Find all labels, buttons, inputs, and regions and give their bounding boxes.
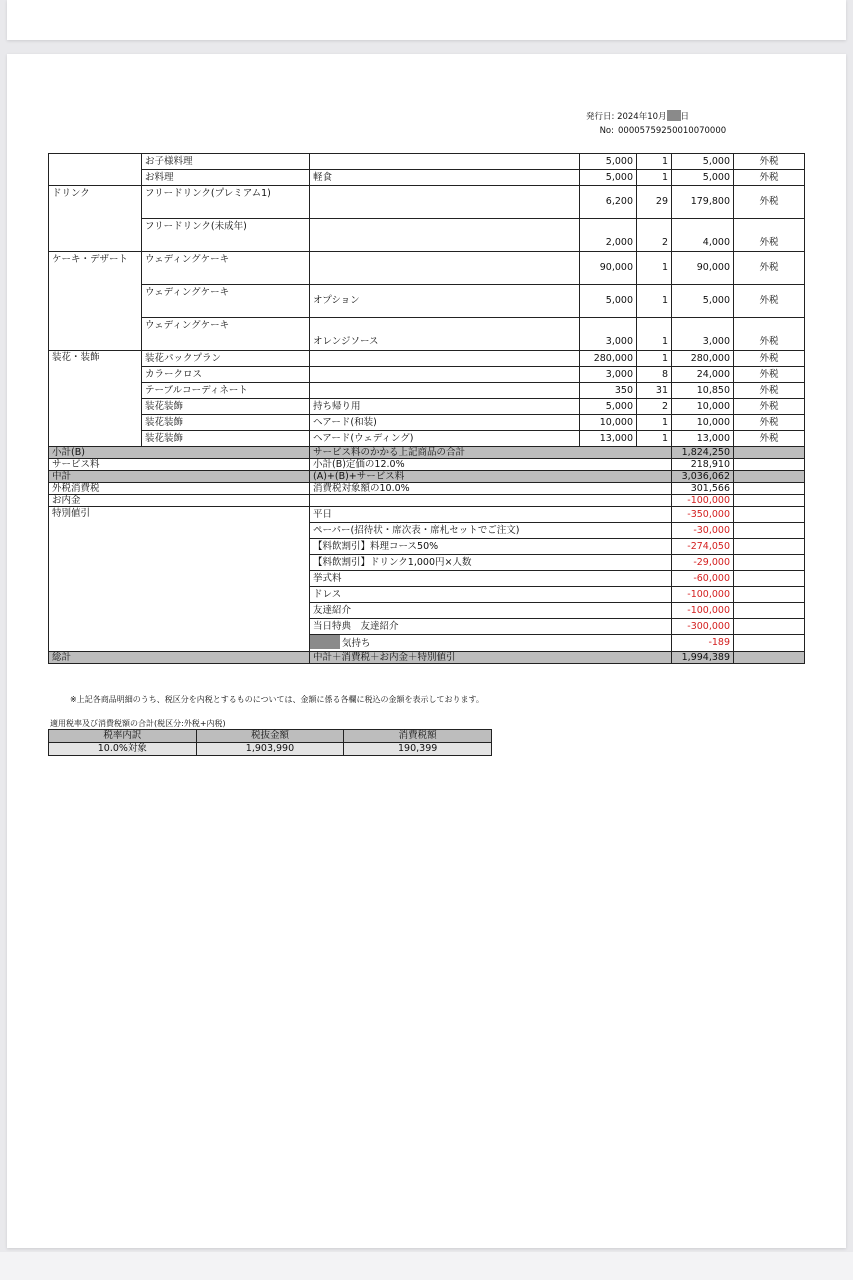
item-tax: 外税 bbox=[734, 431, 805, 447]
item-name: カラークロス bbox=[142, 367, 310, 383]
item-qty: 29 bbox=[637, 186, 672, 219]
item-qty: 1 bbox=[637, 431, 672, 447]
summary-desc: 消費税対象額の10.0% bbox=[310, 483, 672, 495]
summary-desc: 小計(B)定価の12.0% bbox=[310, 459, 672, 471]
item-amount: 280,000 bbox=[672, 351, 734, 367]
item-price: 5,000 bbox=[580, 170, 637, 186]
item-detail: ヘアード(和装) bbox=[310, 415, 580, 431]
summary-row-tax bbox=[49, 483, 805, 495]
issue-number bbox=[586, 124, 726, 138]
issue-date bbox=[586, 110, 726, 124]
summary-amount: 1,824,250 bbox=[672, 447, 734, 459]
table-row bbox=[49, 219, 805, 252]
discount-blank bbox=[734, 571, 805, 587]
table-row bbox=[49, 318, 805, 351]
item-tax: 外税 bbox=[734, 154, 805, 170]
discount-blank bbox=[734, 523, 805, 539]
item-tax: 外税 bbox=[734, 285, 805, 318]
summary-label: サービス料 bbox=[49, 459, 310, 471]
discount-desc: 友達紹介 bbox=[310, 603, 672, 619]
summary-blank bbox=[734, 447, 805, 459]
redacted-day bbox=[667, 110, 681, 121]
summary-blank bbox=[734, 495, 805, 507]
discount-amount: -300,000 bbox=[672, 619, 734, 635]
item-price: 13,000 bbox=[580, 431, 637, 447]
category-cell: ドリンク bbox=[49, 186, 142, 252]
tax-rate-table bbox=[48, 729, 492, 756]
item-tax: 外税 bbox=[734, 219, 805, 252]
item-price: 5,000 bbox=[580, 399, 637, 415]
discount-row bbox=[49, 507, 805, 523]
tax-note: ※上記各商品明細のうち、税区分を内税とするものについては、金額に係る各欄に税込の金額を表示しております。 bbox=[70, 695, 484, 704]
discount-blank bbox=[734, 619, 805, 635]
item-name: テーブルコーディネート bbox=[142, 383, 310, 399]
summary-blank bbox=[734, 459, 805, 471]
item-name: お子様料理 bbox=[142, 154, 310, 170]
rate-header-tax: 消費税額 bbox=[344, 730, 492, 743]
category-cell: ケーキ・デザート bbox=[49, 252, 142, 351]
summary-label: 外税消費税 bbox=[49, 483, 310, 495]
discount-amount: -189 bbox=[672, 635, 734, 652]
item-qty: 1 bbox=[637, 170, 672, 186]
item-amount: 13,000 bbox=[672, 431, 734, 447]
summary-label: 小計(B) bbox=[49, 447, 310, 459]
item-name: 装花パックプラン bbox=[142, 351, 310, 367]
table-row bbox=[49, 399, 805, 415]
discount-blank bbox=[734, 555, 805, 571]
table-row bbox=[49, 351, 805, 367]
item-price: 2,000 bbox=[580, 219, 637, 252]
discount-desc: 【料飲割引】ドリンク1,000円×人数 bbox=[310, 555, 672, 571]
item-price: 10,000 bbox=[580, 415, 637, 431]
item-name: ウェディングケーキ bbox=[142, 252, 310, 285]
item-detail: ヘアード(ウェディング) bbox=[310, 431, 580, 447]
item-name: ウェディングケーキ bbox=[142, 285, 310, 318]
item-qty: 1 bbox=[637, 351, 672, 367]
item-name: 装花装飾 bbox=[142, 415, 310, 431]
item-detail bbox=[310, 367, 580, 383]
issue-number-value: 00005759250010070000 bbox=[618, 126, 727, 136]
issue-info bbox=[586, 110, 726, 138]
discount-amount: -29,000 bbox=[672, 555, 734, 571]
issue-date-suffix: 日 bbox=[680, 112, 690, 122]
discount-blank bbox=[734, 603, 805, 619]
item-tax: 外税 bbox=[734, 383, 805, 399]
item-price: 3,000 bbox=[580, 367, 637, 383]
item-detail: 持ち帰り用 bbox=[310, 399, 580, 415]
item-amount: 5,000 bbox=[672, 285, 734, 318]
item-amount: 10,000 bbox=[672, 415, 734, 431]
item-detail: オプション bbox=[310, 285, 580, 318]
table-row bbox=[49, 431, 805, 447]
summary-desc: (A)+(B)+サービス料 bbox=[310, 471, 672, 483]
item-qty: 1 bbox=[637, 415, 672, 431]
summary-label: お内金 bbox=[49, 495, 310, 507]
summary-label: 中計 bbox=[49, 471, 310, 483]
item-detail bbox=[310, 351, 580, 367]
item-amount: 4,000 bbox=[672, 219, 734, 252]
item-amount: 10,850 bbox=[672, 383, 734, 399]
invoice-table bbox=[48, 153, 805, 664]
discount-desc: 当日特典 友達紹介 bbox=[310, 619, 672, 635]
table-row bbox=[49, 285, 805, 318]
summary-blank bbox=[734, 471, 805, 483]
item-tax: 外税 bbox=[734, 170, 805, 186]
item-tax: 外税 bbox=[734, 415, 805, 431]
summary-amount: -100,000 bbox=[672, 495, 734, 507]
item-detail bbox=[310, 154, 580, 170]
item-qty: 31 bbox=[637, 383, 672, 399]
item-tax: 外税 bbox=[734, 186, 805, 219]
discount-amount: -100,000 bbox=[672, 587, 734, 603]
table-row bbox=[49, 415, 805, 431]
item-name: 装花装飾 bbox=[142, 431, 310, 447]
redacted-name bbox=[310, 635, 341, 649]
table-row bbox=[49, 252, 805, 285]
discount-blank bbox=[734, 507, 805, 523]
item-tax: 外税 bbox=[734, 399, 805, 415]
item-tax: 外税 bbox=[734, 351, 805, 367]
item-amount: 24,000 bbox=[672, 367, 734, 383]
item-price: 5,000 bbox=[580, 285, 637, 318]
item-name: フリードリンク(プレミアム1) bbox=[142, 186, 310, 219]
table-row bbox=[49, 154, 805, 170]
item-amount: 179,800 bbox=[672, 186, 734, 219]
item-detail bbox=[310, 219, 580, 252]
item-price: 3,000 bbox=[580, 318, 637, 351]
item-tax: 外税 bbox=[734, 318, 805, 351]
rate-row bbox=[49, 743, 492, 756]
item-qty: 1 bbox=[637, 285, 672, 318]
item-tax: 外税 bbox=[734, 252, 805, 285]
item-qty: 1 bbox=[637, 154, 672, 170]
item-price: 350 bbox=[580, 383, 637, 399]
issue-number-label: No: bbox=[599, 126, 614, 136]
rate-header-row bbox=[49, 730, 492, 743]
category-cell bbox=[49, 154, 142, 186]
discount-blank bbox=[734, 587, 805, 603]
item-price: 90,000 bbox=[580, 252, 637, 285]
item-detail: 軽食 bbox=[310, 170, 580, 186]
total-amount: 1,994,389 bbox=[672, 652, 734, 664]
item-detail bbox=[310, 383, 580, 399]
discount-amount: -100,000 bbox=[672, 603, 734, 619]
summary-blank bbox=[734, 483, 805, 495]
discount-amount: -30,000 bbox=[672, 523, 734, 539]
discount-blank bbox=[734, 635, 805, 652]
item-qty: 2 bbox=[637, 219, 672, 252]
table-row bbox=[49, 170, 805, 186]
summary-row-service bbox=[49, 459, 805, 471]
rate-breakdown: 10.0%対象 bbox=[49, 743, 197, 756]
item-qty: 1 bbox=[637, 318, 672, 351]
discount-desc: 平日 bbox=[310, 507, 672, 523]
item-qty: 1 bbox=[637, 252, 672, 285]
rate-caption: 適用税率及び消費税額の合計(税区分:外税+内税) bbox=[50, 719, 226, 728]
item-tax: 外税 bbox=[734, 367, 805, 383]
item-name: ウェディングケーキ bbox=[142, 318, 310, 351]
summary-desc bbox=[310, 495, 672, 507]
discount-amount: -60,000 bbox=[672, 571, 734, 587]
rate-header-net: 税抜金額 bbox=[196, 730, 344, 743]
summary-amount: 301,566 bbox=[672, 483, 734, 495]
summary-amount: 3,036,062 bbox=[672, 471, 734, 483]
discount-desc: 気持ち bbox=[342, 638, 371, 649]
item-detail: オレンジソース bbox=[310, 318, 580, 351]
item-qty: 2 bbox=[637, 399, 672, 415]
summary-amount: 218,910 bbox=[672, 459, 734, 471]
table-row bbox=[49, 186, 805, 219]
item-amount: 5,000 bbox=[672, 170, 734, 186]
category-cell: 装花・装飾 bbox=[49, 351, 142, 447]
discount-desc: ペーパー(招待状・席次表・席札セットでご注文) bbox=[310, 523, 672, 539]
item-name: フリードリンク(未成年) bbox=[142, 219, 310, 252]
table-row bbox=[49, 383, 805, 399]
discount-blank bbox=[734, 539, 805, 555]
discount-desc-cell bbox=[310, 635, 672, 652]
issue-date-label: 発行日: 2024年10月 bbox=[586, 112, 667, 122]
rate-tax: 190,399 bbox=[344, 743, 492, 756]
item-detail bbox=[310, 186, 580, 219]
table-row bbox=[49, 367, 805, 383]
summary-desc: サービス料のかかる上記商品の合計 bbox=[310, 447, 672, 459]
total-desc: 中計＋消費税＋お内金＋特別値引 bbox=[310, 652, 672, 664]
summary-row-subtotal-b bbox=[49, 447, 805, 459]
summary-row-deposit bbox=[49, 495, 805, 507]
item-name: お料理 bbox=[142, 170, 310, 186]
discount-amount: -350,000 bbox=[672, 507, 734, 523]
discount-label: 特別値引 bbox=[49, 507, 310, 652]
total-label: 総計 bbox=[49, 652, 310, 664]
total-blank bbox=[734, 652, 805, 664]
discount-desc: 挙式料 bbox=[310, 571, 672, 587]
previous-page-edge bbox=[7, 0, 846, 40]
item-detail bbox=[310, 252, 580, 285]
item-price: 280,000 bbox=[580, 351, 637, 367]
summary-row-midtotal bbox=[49, 471, 805, 483]
discount-amount: -274,050 bbox=[672, 539, 734, 555]
item-name: 装花装飾 bbox=[142, 399, 310, 415]
item-amount: 3,000 bbox=[672, 318, 734, 351]
item-amount: 90,000 bbox=[672, 252, 734, 285]
total-row bbox=[49, 652, 805, 664]
discount-desc: 【料飲割引】料理コース50% bbox=[310, 539, 672, 555]
rate-header-breakdown: 税率内訳 bbox=[49, 730, 197, 743]
item-amount: 5,000 bbox=[672, 154, 734, 170]
item-amount: 10,000 bbox=[672, 399, 734, 415]
viewer-bottom-bar bbox=[0, 1252, 853, 1280]
item-price: 6,200 bbox=[580, 186, 637, 219]
discount-desc: ドレス bbox=[310, 587, 672, 603]
item-price: 5,000 bbox=[580, 154, 637, 170]
rate-net: 1,903,990 bbox=[196, 743, 344, 756]
item-qty: 8 bbox=[637, 367, 672, 383]
